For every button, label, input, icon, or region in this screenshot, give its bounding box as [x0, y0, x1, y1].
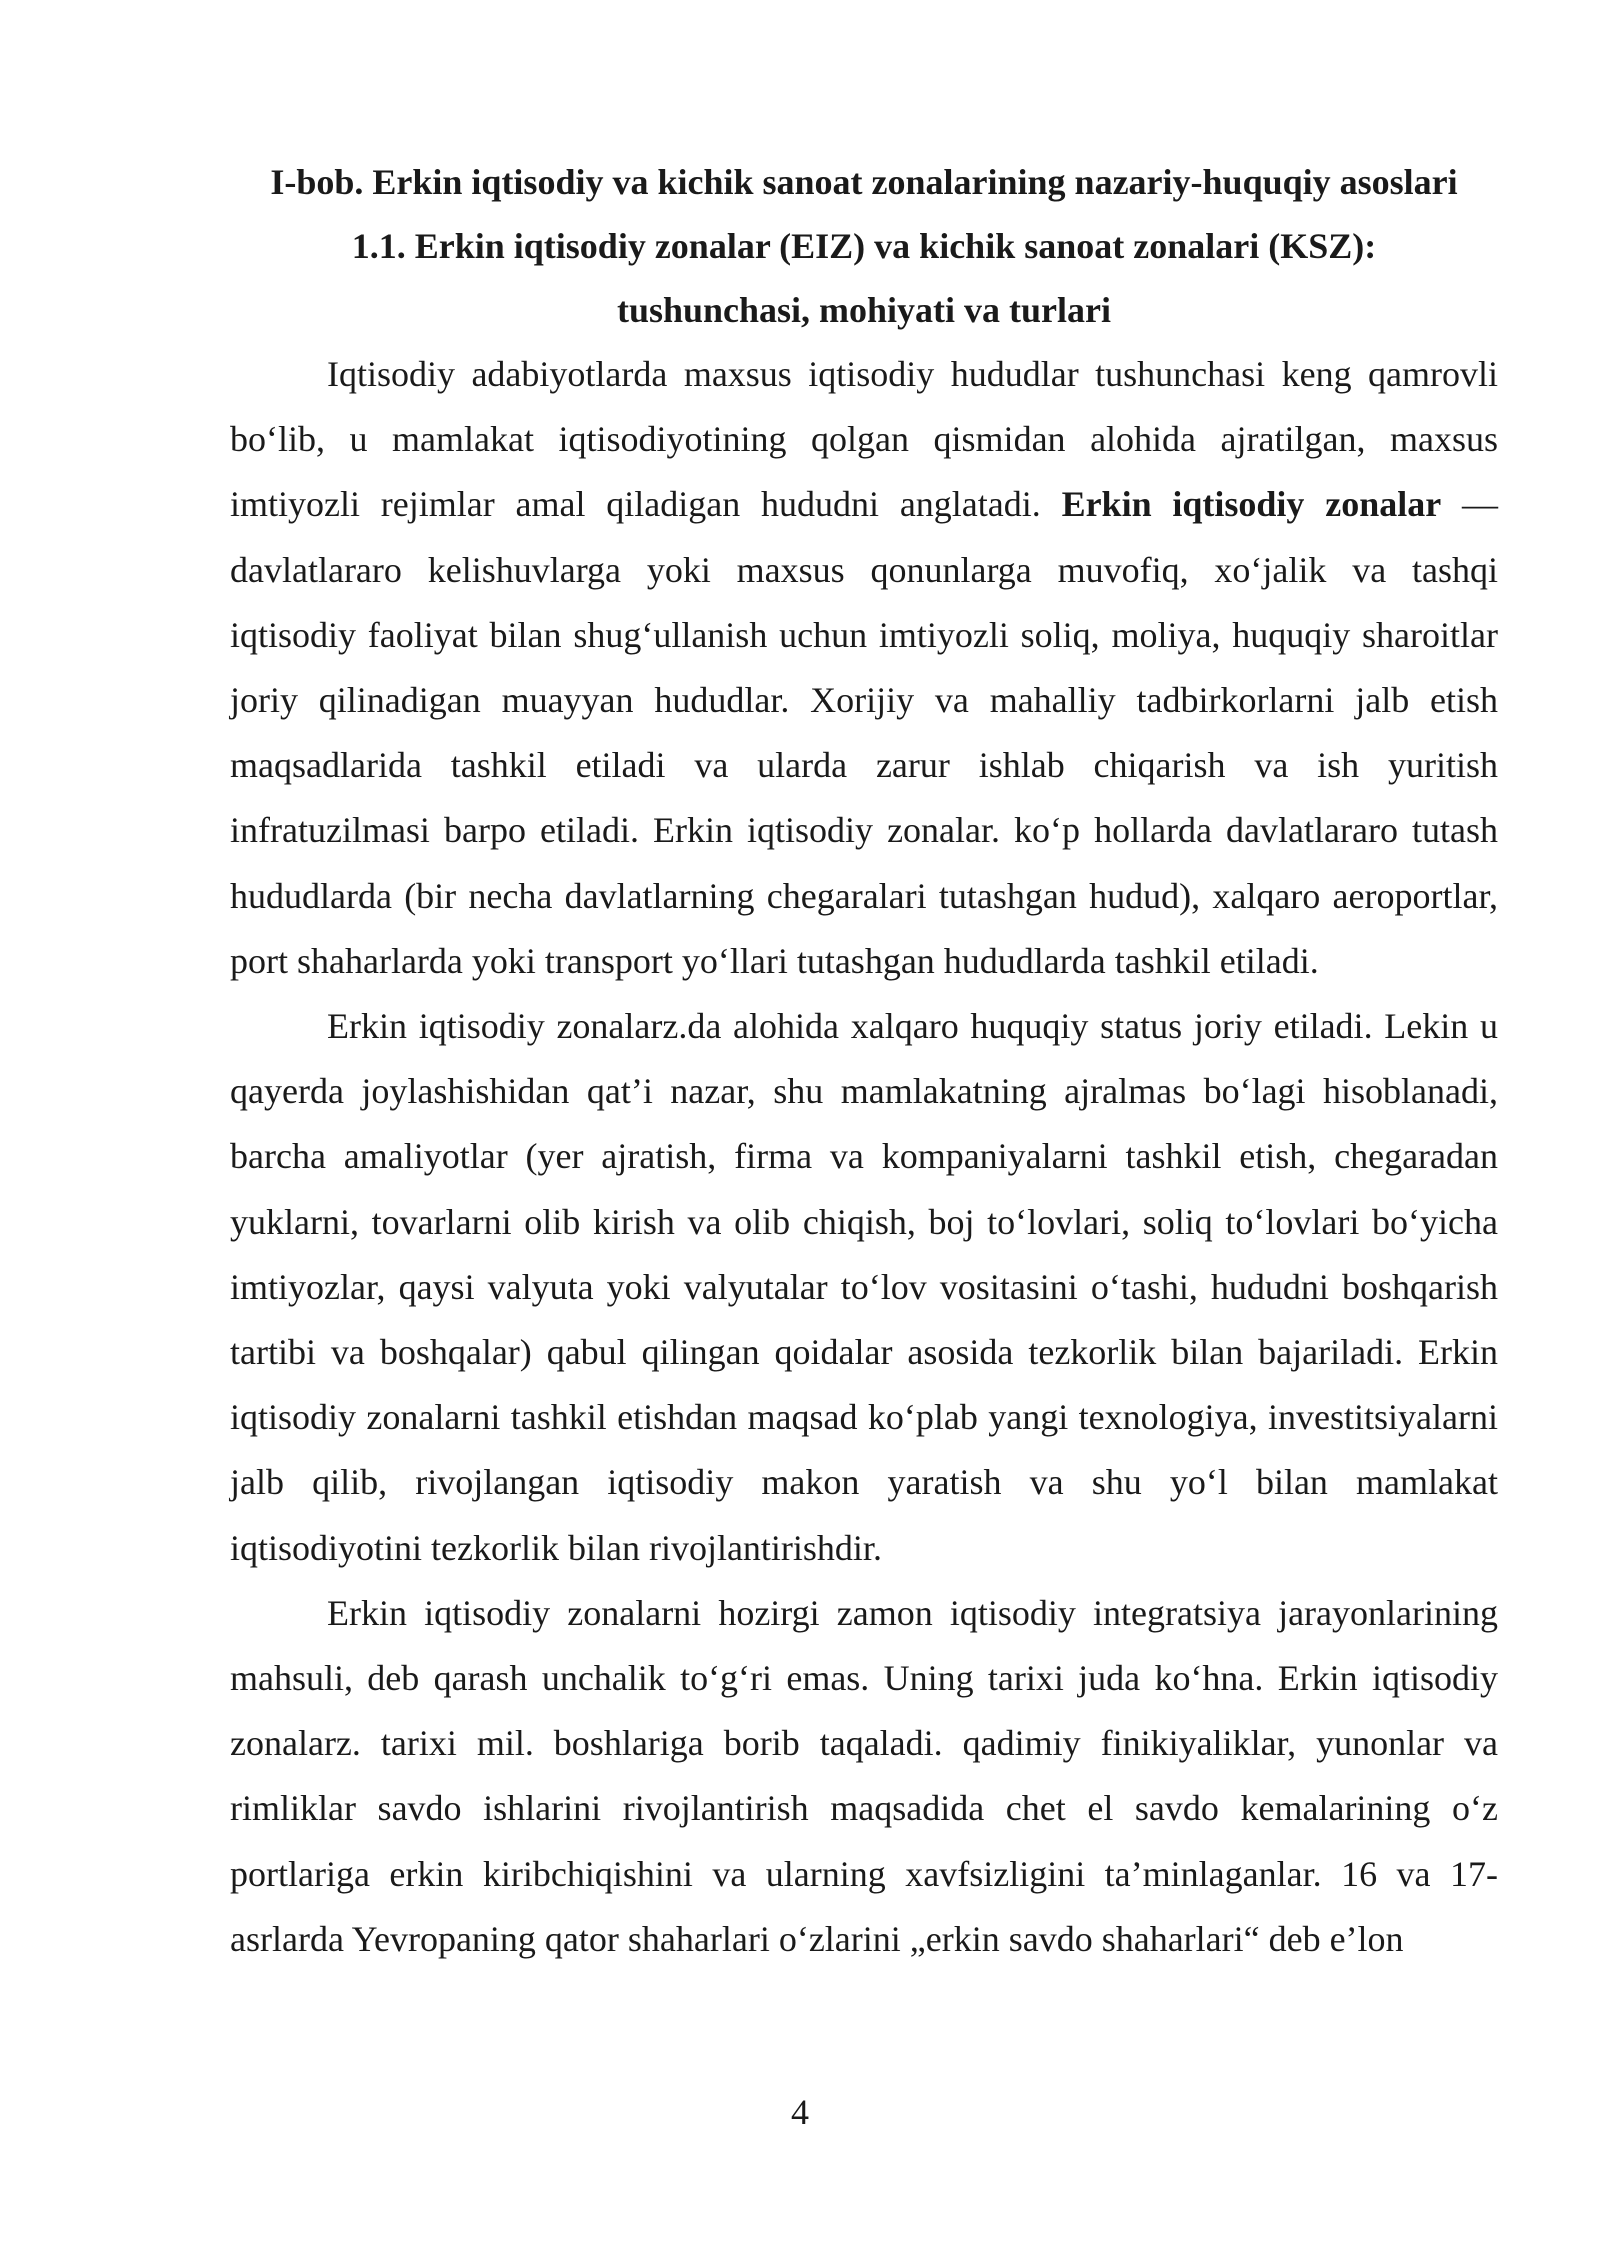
section-title-line-1: 1.1. Erkin iqtisodiy zonalar (EIZ) va kichik sanoat zonalari (KSZ): — [351, 226, 1377, 266]
section-title-line-2: tushunchasi, mohiyati va turlari — [616, 290, 1112, 330]
chapter-title: I-bob. Erkin iqtisodiy va kichik sanoat zonalarining nazariy-huquqiy asoslari — [270, 162, 1458, 202]
paragraph-1 — [230, 342, 1498, 994]
document-page — [230, 150, 1498, 1972]
paragraph-1-intro: Iqtisodiy adabiyotlarda maxsus iqtisodiy hududlar tushunchasi keng qamrovli bo‘lib, u mamlakat iqtisodiyotining qolgan qismidan alohida ajratilgan, maxsus imtiyozli rejimlar amal qiladigan hududni anglatadi. — [230, 354, 1498, 525]
bold-term-erkin-iqtisodiy-zonalar: Erkin iqtisodiy zonalar — [1061, 484, 1442, 525]
paragraph-3: Erkin iqtisodiy zonalarni hozirgi zamon iqtisodiy integratsiya jarayonlarining mahsuli, deb qarash unchalik to‘g‘ri emas. Uning tarixi juda ko‘hna. Erkin iqtisodiy zonalarz. tarixi mil. boshlariga borib taqaladi. qadimiy finikiyaliklar, yunonlar va rimliklar savdo ishlarini rivojlantirish maqsadida chet el savdo kemalarining o‘z portlariga erkin kiribchiqishini va ularning xavfsizligini ta’minlaganlar. 16 va 17-asrlarda Yevropaning qator shaharlari o‘zlarini „erkin savdo shaharlari“ deb e’lon — [230, 1592, 1498, 1959]
page-number: 4 — [791, 2092, 809, 2132]
paragraph-2: Erkin iqtisodiy zonalarz.da alohida xalqaro huquqiy status joriy etiladi. Lekin u qayerda joylashishidan qat’i nazar, shu mamlakatning ajralmas bo‘lagi hisoblanadi, barcha amaliyotlar (yer ajratish, firma va kompaniyalarni tashkil etish, chegaradan yuklarni, tovarlarni olib kirish va olib chiqish, boj to‘lovlari, soliq to‘lovlari bo‘yicha imtiyozlar, qaysi valyuta yoki valyutalar to‘lov vositasini o‘tashi, hududni boshqarish tartibi va boshqalar) qabul qilingan qoidalar asosida tezkorlik bilan bajariladi. Erkin iqtisodiy zonalarni tashkil etishdan maqsad ko‘plab yangi texnologiya, investitsiyalarni jalb qilib, rivojlangan iqtisodiy makon yaratish va shu yo‘l bilan mamlakat iqtisodiyotini tezkorlik bilan rivojlantirishdir. — [230, 1006, 1498, 1568]
paragraph-1-body: — davlatlararo kelishuvlarga yoki maxsus qonunlarga muvofiq, xo‘jalik va tashqi iqtisodiy faoliyat bilan shug‘ullanish uchun imtiyozli soliq, moliya, huquqiy sharoitlar joriy qilinadigan muayyan hududlar. Xorijiy va mahalliy tadbirkorlarni jalb etish maqsadlarida tashkil etiladi va ularda zarur ishlab chiqarish va ish yuritish infratuzilmasi barpo etiladi. Erkin iqtisodiy zonalar. ko‘p hollarda davlatlararo tutash hududlarda (bir necha davlatlarning chegaralari tutashgan hudud), xalqaro aeroportlar, port shaharlarda yoki transport yo‘llari tutashgan hududlarda tashkil etiladi. — [230, 484, 1499, 981]
